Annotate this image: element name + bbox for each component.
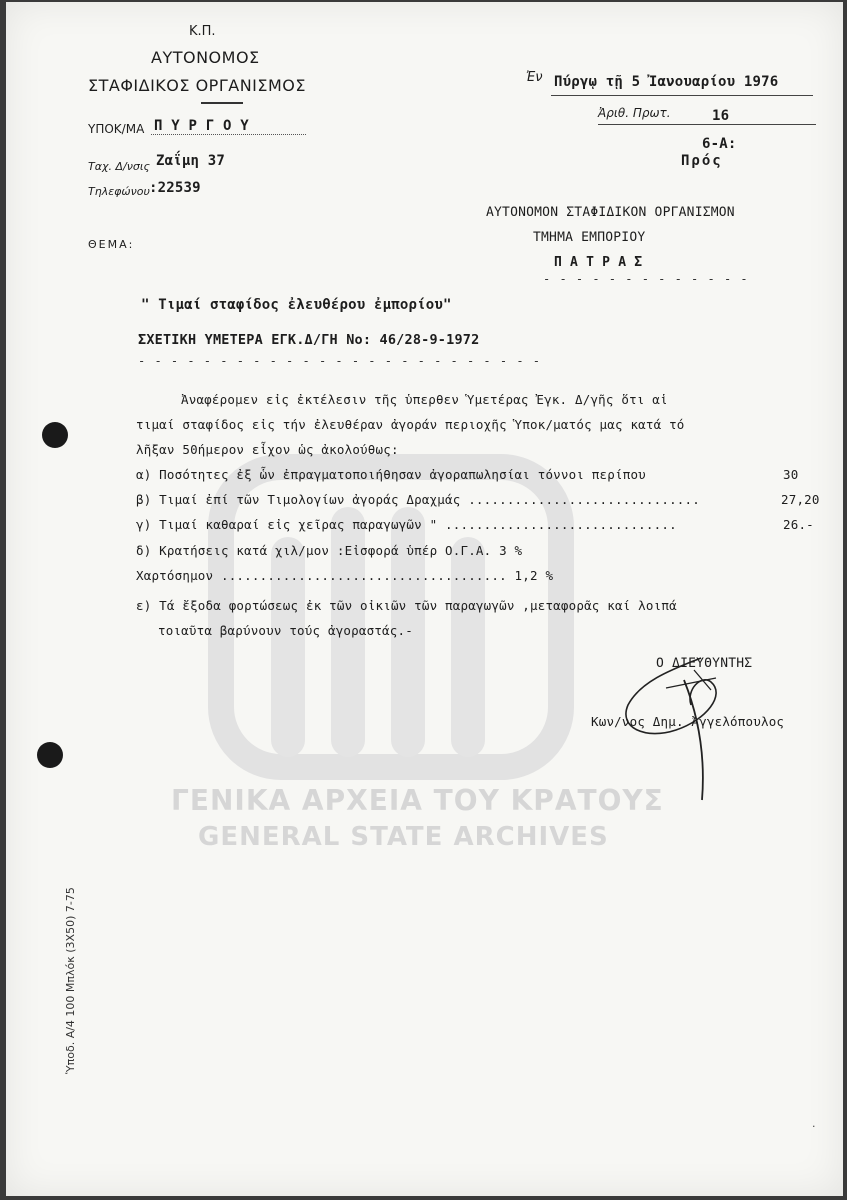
list-item: α) Ποσότητες ἐξ ὧν ἐπραγματοποιήθησαν ἀγοραπωλησίαι τόννοι περίπου: [136, 467, 646, 482]
body-intro-line3: λῆξαν 50ήμερον εἶχον ὡς ἀκολούθως:: [136, 442, 399, 457]
letterhead-divider: [201, 102, 243, 104]
printer-imprint: Ὑποδ. Α/4 100 Μπλόκ (3Χ50) 7-75: [64, 887, 77, 1074]
subject-dashes: - - - - - - - - - - - - - - - - - - - - - - - - -: [138, 354, 542, 368]
phone-value: :22539: [149, 180, 201, 196]
branch-label: ΥΠΟΚ/ΜΑ: [88, 122, 145, 136]
corner-mark: ·: [812, 1120, 816, 1133]
signatory-name: Κων/νος Δημ. Ἀγγελόπουλος: [591, 714, 785, 729]
branch-dotted-line: [151, 134, 306, 135]
postal-value: Ζαΐμη 37: [156, 153, 226, 169]
handwritten-signature: [606, 650, 776, 810]
to-label: Πρός: [681, 153, 723, 169]
list-item: ε) Τά ἔξοδα φορτώσεως ἐκ τῶν οἰκιῶν τῶν παραγωγῶν ,μεταφορᾶς καί λοιπά: [136, 598, 677, 613]
body-closing: τοιαῦτα βαρύνουν τούς ἀγοραστάς.-: [158, 623, 413, 638]
recipient-city: Π Α Τ Ρ Α Σ: [554, 255, 643, 270]
list-item-value: 30: [783, 467, 799, 482]
protocol-number: 16: [712, 108, 730, 124]
subject-label: ΘΕΜΑ:: [88, 238, 135, 251]
phone-label: Τηλεφώνου: [88, 185, 150, 198]
list-item-value: 26.-: [783, 517, 814, 532]
list-item: γ) Τιμαί καθαραί εἰς χεῖρας παραγωγῶν " ..............................: [136, 517, 677, 532]
protocol-label: Ἀριθ. Πρωτ.: [598, 106, 671, 120]
reference-code: 6-Α:: [702, 136, 737, 152]
watermark-line-english: GENERAL STATE ARCHIVES: [198, 822, 609, 852]
watermark-line-greek: ΓΕΝΙΚΑ ΑΡΧΕΙΑ ΤΟΥ ΚΡΑΤΟΥΣ: [171, 784, 664, 817]
list-item-value: 27,20: [781, 492, 820, 507]
dateline-prefix: Ἐν: [526, 70, 543, 85]
recipient-underline: - - - - - - - - - - - - -: [543, 272, 749, 286]
org-name-line1: ΑΥΤΟΝΟΜΟΣ: [151, 48, 260, 67]
list-item: Χαρτόσημον ..................................... 1,2 %: [136, 568, 554, 583]
signature-title: Ο ΔΙΕΥΘΥΝΤΗΣ: [656, 656, 753, 671]
dateline-underline: [551, 95, 813, 96]
body-intro-line1: Ἀναφέρομεν εἰς ἐκτέλεσιν τῆς ὑπερθεν Ὑμετέρας Ἐγκ. Δ/γῆς ὅτι αἱ: [181, 392, 668, 407]
protocol-underline: [598, 124, 816, 125]
recipient-line2: ΤΜΗΜΑ ΕΜΠΟΡΙΟΥ: [533, 230, 646, 245]
org-name-line2: ΣΤΑΦΙΔΙΚΟΣ ΟΡΓΑΝΙΣΜΟΣ: [88, 76, 306, 95]
body-intro-line2: τιμαί σταφίδος εἰς τήν ἐλευθέραν ἀγοράν περιοχῆς Ὑποκ/ματός μας κατά τό: [136, 417, 685, 432]
org-code: Κ.Π.: [189, 24, 216, 39]
dateline-text: Πύργῳ τῇ 5 Ἰανουαρίου 1976: [554, 74, 779, 90]
subject-reference: ΣΧΕΤΙΚΗ ΥΜΕΤΕΡΑ ΕΓΚ.Δ/ΓΗ Νο: 46/28-9-1972: [138, 332, 480, 348]
postal-label: Ταχ. Δ/νσις: [88, 160, 150, 173]
branch-value: Π Υ Ρ Γ Ο Υ: [154, 118, 249, 134]
recipient-line1: ΑΥΤΟΝΟΜΟΝ ΣΤΑΦΙΔΙΚΟΝ ΟΡΓΑΝΙΣΜΟΝ: [486, 205, 735, 220]
punch-hole-bottom: [37, 742, 63, 768]
document-page: [6, 2, 843, 1196]
list-item: δ) Κρατήσεις κατά χιλ/μον :Εἰσφορά ὑπέρ Ο.Γ.Α. 3 %: [136, 543, 523, 558]
list-item: β) Τιμαί ἐπί τῶν Τιμολογίων ἀγοράς Δραχμάς ..............................: [136, 492, 700, 507]
punch-hole-top: [42, 422, 68, 448]
subject-title: " Τιμαί σταφίδος ἐλευθέρου ἐμπορίου": [141, 297, 452, 313]
